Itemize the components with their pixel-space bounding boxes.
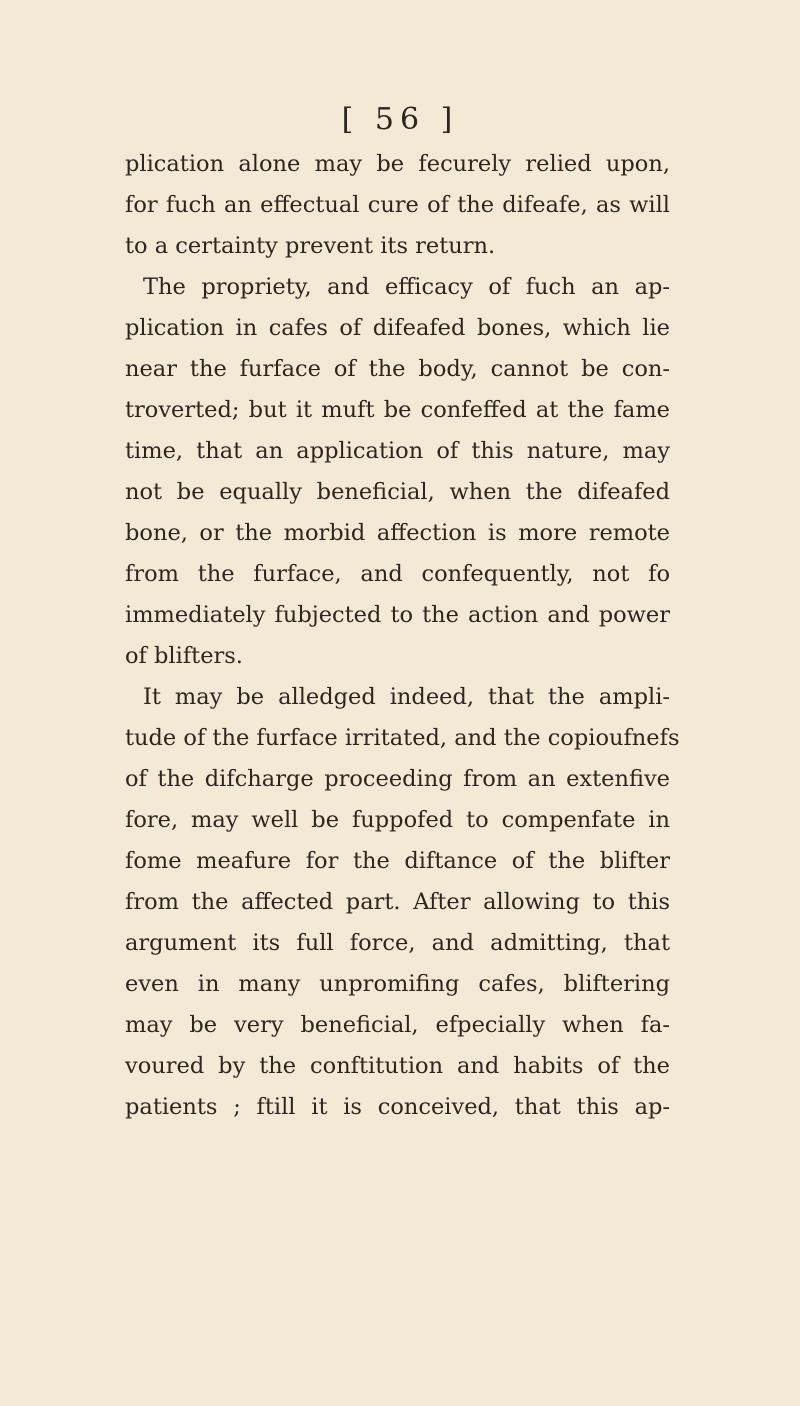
- page-number-header: [ 56 ]: [341, 102, 459, 137]
- text-line: fome meafure for the diftance of the blifter: [125, 848, 670, 874]
- body-text: [125, 144, 680, 1128]
- text-line: plication in cafes of difeafed bones, which lie: [125, 315, 670, 341]
- text-line: to a certainty prevent its return.: [125, 233, 496, 259]
- text-line: plication alone may be fecurely relied upon,: [125, 151, 670, 177]
- text-line: The propriety, and efficacy of fuch an ap-: [143, 274, 670, 300]
- text-line: of the difcharge proceeding from an extenfive: [125, 766, 670, 792]
- text-line: patients ; ftill it is conceived, that this ap-: [125, 1094, 670, 1120]
- text-line: bone, or the morbid affection is more remote: [125, 520, 670, 546]
- text-line: It may be alledged indeed, that the ampli-: [143, 684, 670, 710]
- text-line: fore, may well be fuppofed to compenfate in: [125, 807, 670, 833]
- text-line: near the furface of the body, cannot be con-: [125, 356, 670, 382]
- text-line: from the furface, and confequently, not fo: [125, 561, 670, 587]
- text-line: even in many unpromifing cafes, bliftering: [125, 971, 670, 997]
- text-line: time, that an application of this nature, may: [125, 438, 670, 464]
- text-line: not be equally beneficial, when the difeafed: [125, 479, 670, 505]
- text-line: argument its full force, and admitting, that: [125, 930, 670, 956]
- text-line: for fuch an effectual cure of the difeafe, as will: [125, 192, 670, 218]
- text-line: of blifters.: [125, 643, 243, 669]
- text-line: immediately fubjected to the action and power: [125, 602, 670, 628]
- text-line: tude of the furface irritated, and the copioufnefs: [125, 725, 680, 751]
- text-line: troverted; but it muft be confeffed at the fame: [125, 397, 670, 423]
- text-line: from the affected part. After allowing to this: [125, 889, 670, 915]
- text-line: voured by the conftitution and habits of the: [125, 1053, 670, 1079]
- text-line: may be very beneficial, efpecially when fa-: [125, 1012, 670, 1038]
